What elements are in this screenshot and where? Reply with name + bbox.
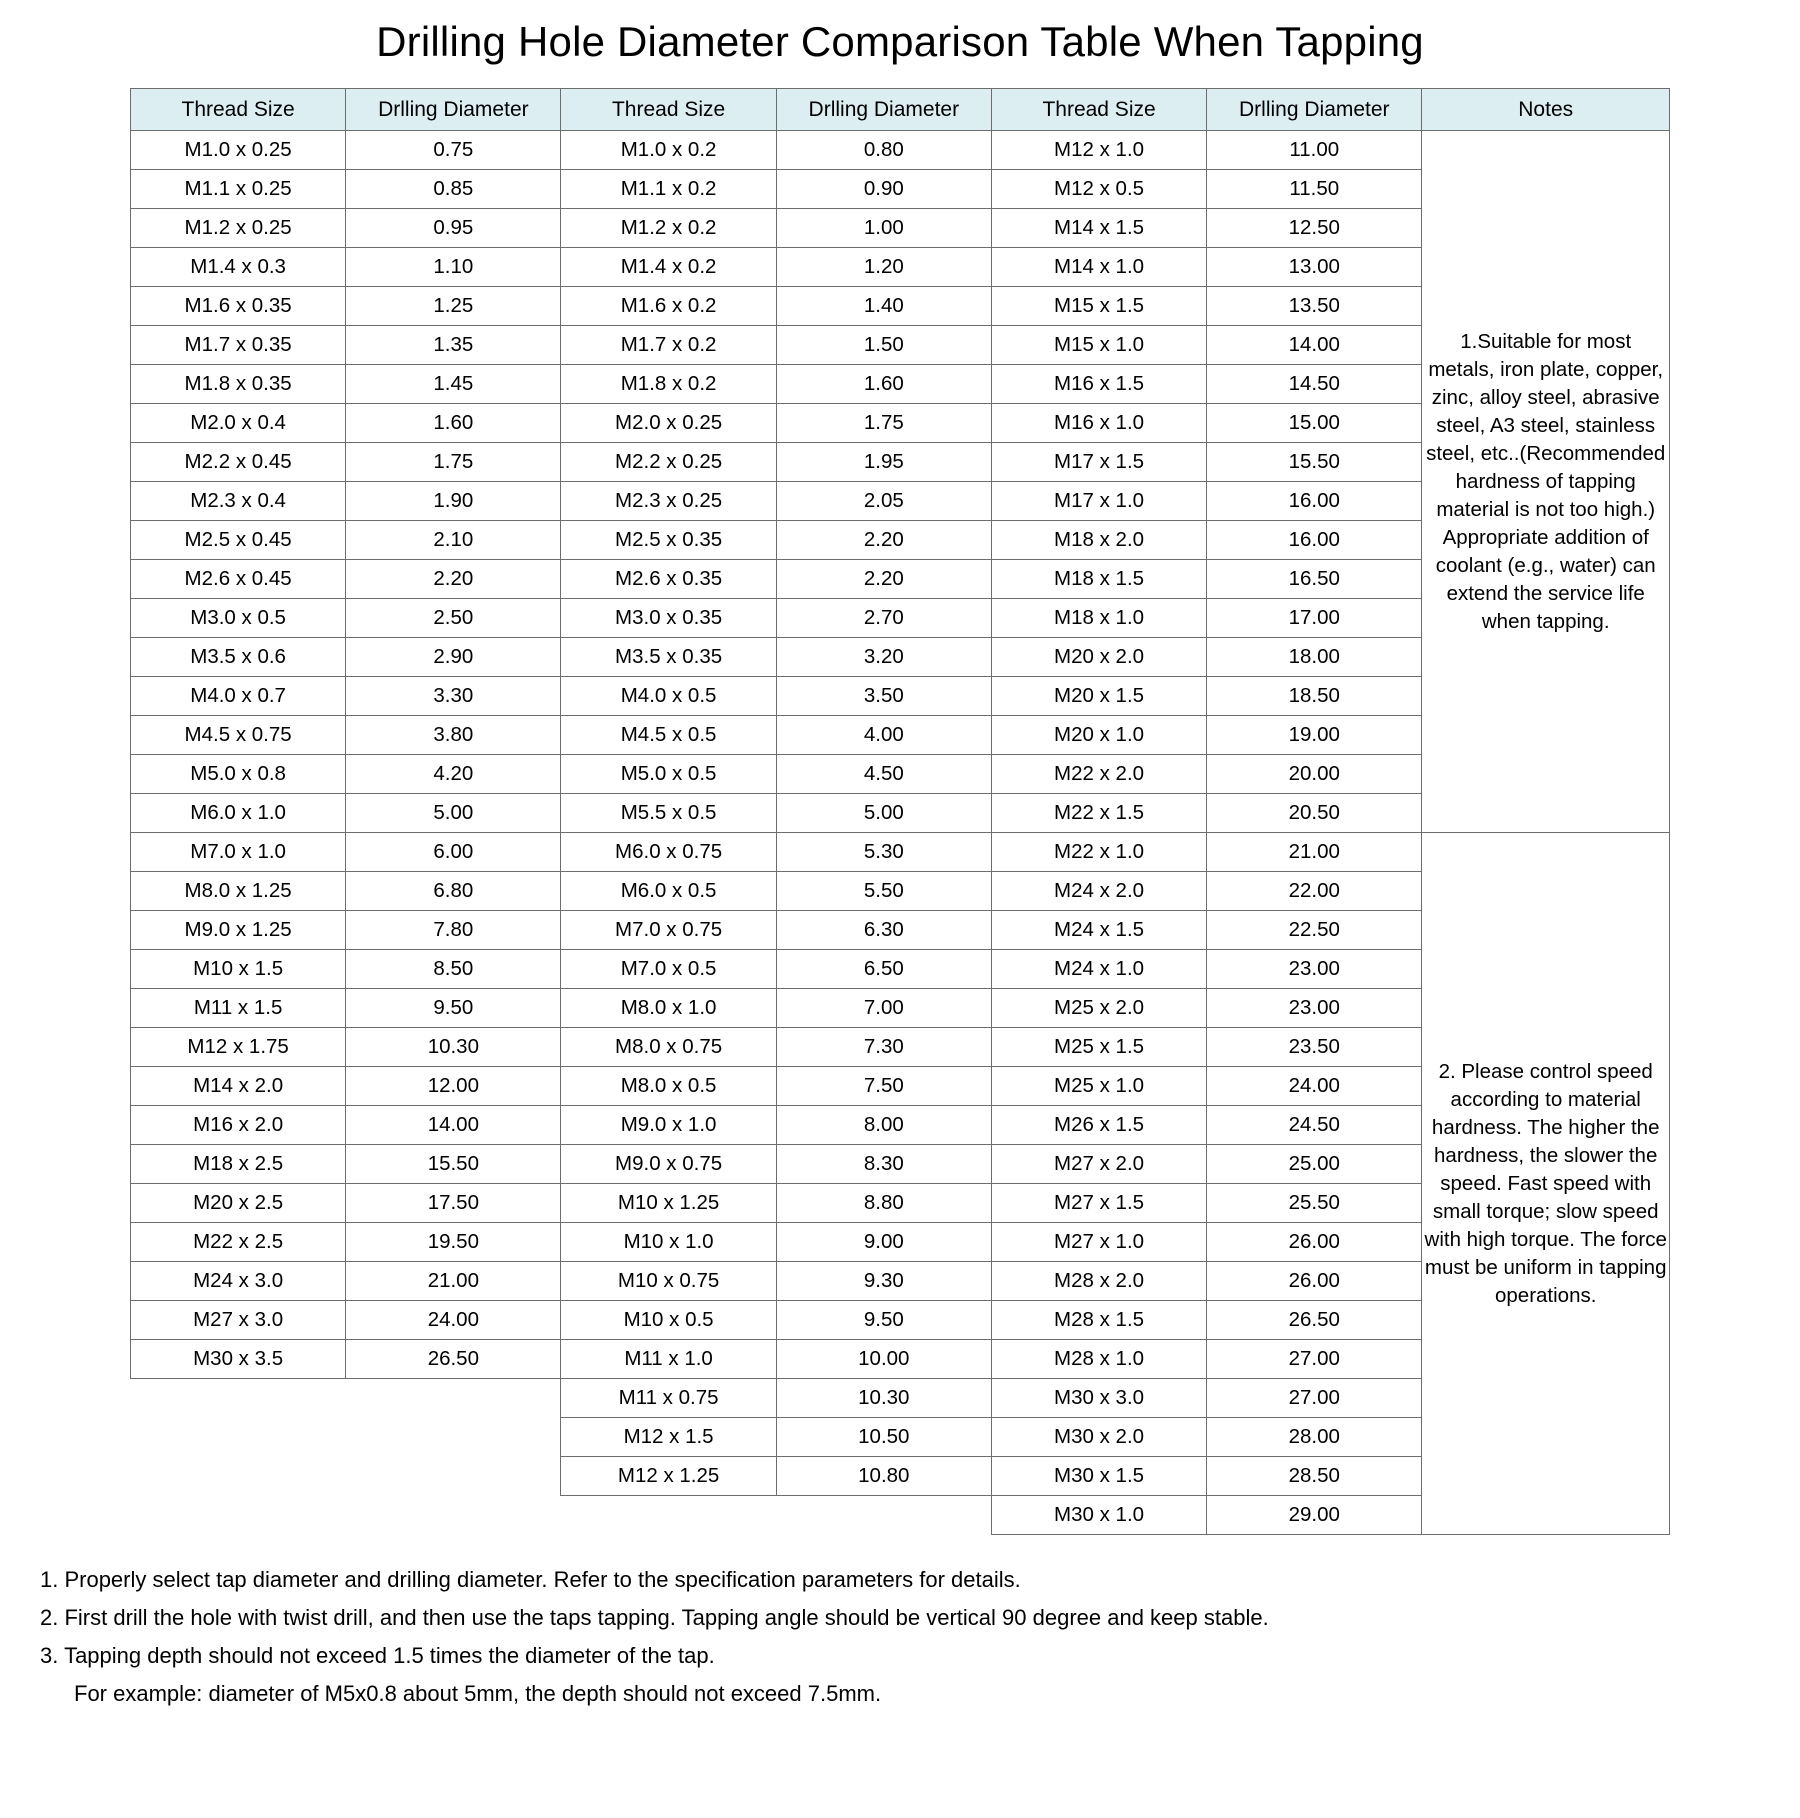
- table-row: [131, 131, 1670, 170]
- col-header-drilling-diameter-2: Drlling Diameter: [776, 89, 991, 131]
- cell-drilling-diameter: 10.30: [776, 1379, 991, 1418]
- cell-thread-size: M15 x 1.0: [991, 326, 1206, 365]
- cell-thread-size: M12 x 1.5: [561, 1418, 776, 1457]
- cell-thread-size: M14 x 2.0: [131, 1067, 346, 1106]
- cell-thread-size: M2.3 x 0.4: [131, 482, 346, 521]
- cell-drilling-diameter: 23.50: [1207, 1028, 1422, 1067]
- cell-drilling-diameter: 20.50: [1207, 794, 1422, 833]
- cell-thread-size: M1.8 x 0.35: [131, 365, 346, 404]
- page-title: Drilling Hole Diameter Comparison Table When Tapping: [376, 18, 1424, 65]
- cell-drilling-diameter: 27.00: [1207, 1340, 1422, 1379]
- cell-thread-size: M3.0 x 0.35: [561, 599, 776, 638]
- cell-drilling-diameter: 8.30: [776, 1145, 991, 1184]
- cell-drilling-diameter: 3.20: [776, 638, 991, 677]
- cell-thread-size: M1.6 x 0.35: [131, 287, 346, 326]
- cell-drilling-diameter: 24.50: [1207, 1106, 1422, 1145]
- cell-drilling-diameter: 2.20: [346, 560, 561, 599]
- cell-drilling-diameter: 14.50: [1207, 365, 1422, 404]
- cell-drilling-diameter: 3.50: [776, 677, 991, 716]
- cell-drilling-diameter: 5.00: [346, 794, 561, 833]
- cell-thread-size: M8.0 x 1.0: [561, 989, 776, 1028]
- cell-thread-size: M20 x 1.5: [991, 677, 1206, 716]
- cell-thread-size: M7.0 x 0.75: [561, 911, 776, 950]
- table-body: [131, 131, 1670, 1535]
- cell-thread-size: M1.4 x 0.2: [561, 248, 776, 287]
- cell-drilling-diameter: 1.60: [776, 365, 991, 404]
- cell-empty: [776, 1496, 991, 1535]
- cell-drilling-diameter: 19.50: [346, 1223, 561, 1262]
- cell-drilling-diameter: 9.00: [776, 1223, 991, 1262]
- cell-thread-size: M16 x 1.5: [991, 365, 1206, 404]
- cell-thread-size: M11 x 0.75: [561, 1379, 776, 1418]
- cell-drilling-diameter: 10.80: [776, 1457, 991, 1496]
- cell-drilling-diameter: 29.00: [1207, 1496, 1422, 1535]
- cell-drilling-diameter: 26.00: [1207, 1262, 1422, 1301]
- cell-thread-size: M4.0 x 0.5: [561, 677, 776, 716]
- cell-drilling-diameter: 16.00: [1207, 521, 1422, 560]
- cell-thread-size: M18 x 1.5: [991, 560, 1206, 599]
- cell-drilling-diameter: 0.95: [346, 209, 561, 248]
- cell-drilling-diameter: 7.80: [346, 911, 561, 950]
- cell-drilling-diameter: 5.50: [776, 872, 991, 911]
- cell-drilling-diameter: 26.50: [346, 1340, 561, 1379]
- cell-thread-size: M30 x 1.5: [991, 1457, 1206, 1496]
- cell-drilling-diameter: 1.00: [776, 209, 991, 248]
- cell-thread-size: M8.0 x 0.5: [561, 1067, 776, 1106]
- cell-thread-size: M30 x 2.0: [991, 1418, 1206, 1457]
- cell-drilling-diameter: 0.75: [346, 131, 561, 170]
- cell-thread-size: M12 x 1.0: [991, 131, 1206, 170]
- cell-drilling-diameter: 27.00: [1207, 1379, 1422, 1418]
- cell-thread-size: M24 x 1.5: [991, 911, 1206, 950]
- cell-thread-size: M18 x 2.5: [131, 1145, 346, 1184]
- cell-drilling-diameter: 1.50: [776, 326, 991, 365]
- table-header-row: [131, 89, 1670, 131]
- cell-thread-size: M11 x 1.0: [561, 1340, 776, 1379]
- cell-thread-size: M5.5 x 0.5: [561, 794, 776, 833]
- cell-drilling-diameter: 9.30: [776, 1262, 991, 1301]
- cell-drilling-diameter: 8.80: [776, 1184, 991, 1223]
- cell-empty: [131, 1418, 346, 1457]
- cell-drilling-diameter: 18.50: [1207, 677, 1422, 716]
- cell-drilling-diameter: 6.00: [346, 833, 561, 872]
- cell-drilling-diameter: 18.00: [1207, 638, 1422, 677]
- cell-thread-size: M2.2 x 0.25: [561, 443, 776, 482]
- cell-drilling-diameter: 2.20: [776, 560, 991, 599]
- cell-thread-size: M22 x 1.5: [991, 794, 1206, 833]
- col-header-thread-size-3: Thread Size: [991, 89, 1206, 131]
- cell-thread-size: M20 x 1.0: [991, 716, 1206, 755]
- cell-thread-size: M6.0 x 0.75: [561, 833, 776, 872]
- cell-drilling-diameter: 25.50: [1207, 1184, 1422, 1223]
- cell-thread-size: M30 x 3.0: [991, 1379, 1206, 1418]
- cell-drilling-diameter: 28.50: [1207, 1457, 1422, 1496]
- cell-thread-size: M27 x 2.0: [991, 1145, 1206, 1184]
- cell-thread-size: M14 x 1.0: [991, 248, 1206, 287]
- cell-thread-size: M16 x 2.0: [131, 1106, 346, 1145]
- cell-thread-size: M2.3 x 0.25: [561, 482, 776, 521]
- cell-empty: [346, 1457, 561, 1496]
- cell-drilling-diameter: 10.50: [776, 1418, 991, 1457]
- cell-thread-size: M1.2 x 0.25: [131, 209, 346, 248]
- cell-thread-size: M24 x 3.0: [131, 1262, 346, 1301]
- cell-drilling-diameter: 2.70: [776, 599, 991, 638]
- cell-thread-size: M18 x 2.0: [991, 521, 1206, 560]
- cell-thread-size: M2.0 x 0.25: [561, 404, 776, 443]
- cell-drilling-diameter: 5.30: [776, 833, 991, 872]
- cell-thread-size: M20 x 2.5: [131, 1184, 346, 1223]
- cell-thread-size: M12 x 1.25: [561, 1457, 776, 1496]
- cell-drilling-diameter: 4.00: [776, 716, 991, 755]
- cell-drilling-diameter: 8.50: [346, 950, 561, 989]
- cell-thread-size: M1.6 x 0.2: [561, 287, 776, 326]
- cell-thread-size: M28 x 1.0: [991, 1340, 1206, 1379]
- col-header-drilling-diameter-1: Drlling Diameter: [346, 89, 561, 131]
- cell-thread-size: M1.2 x 0.2: [561, 209, 776, 248]
- cell-thread-size: M7.0 x 0.5: [561, 950, 776, 989]
- cell-drilling-diameter: 13.00: [1207, 248, 1422, 287]
- cell-drilling-diameter: 7.00: [776, 989, 991, 1028]
- cell-thread-size: M2.2 x 0.45: [131, 443, 346, 482]
- cell-drilling-diameter: 2.50: [346, 599, 561, 638]
- cell-thread-size: M2.5 x 0.35: [561, 521, 776, 560]
- cell-drilling-diameter: 1.25: [346, 287, 561, 326]
- cell-drilling-diameter: 19.00: [1207, 716, 1422, 755]
- cell-drilling-diameter: 21.00: [346, 1262, 561, 1301]
- cell-drilling-diameter: 22.00: [1207, 872, 1422, 911]
- notes-cell-1: 1.Suitable for most metals, iron plate, copper, zinc, alloy steel, abrasive steel, A3 steel, stainless steel, etc..(Recommended hardness of tapping material is not too high.) Appropriate addition of coolant (e.g., water) can extend the service life when tapping.: [1422, 131, 1670, 833]
- cell-thread-size: M9.0 x 0.75: [561, 1145, 776, 1184]
- cell-drilling-diameter: 21.00: [1207, 833, 1422, 872]
- table-container: [0, 88, 1800, 1535]
- cell-drilling-diameter: 24.00: [1207, 1067, 1422, 1106]
- cell-drilling-diameter: 1.75: [776, 404, 991, 443]
- cell-thread-size: M1.7 x 0.35: [131, 326, 346, 365]
- cell-drilling-diameter: 6.50: [776, 950, 991, 989]
- cell-drilling-diameter: 5.00: [776, 794, 991, 833]
- cell-thread-size: M5.0 x 0.8: [131, 755, 346, 794]
- cell-thread-size: M16 x 1.0: [991, 404, 1206, 443]
- cell-thread-size: M10 x 1.5: [131, 950, 346, 989]
- cell-drilling-diameter: 25.00: [1207, 1145, 1422, 1184]
- cell-thread-size: M27 x 3.0: [131, 1301, 346, 1340]
- cell-drilling-diameter: 6.30: [776, 911, 991, 950]
- cell-drilling-diameter: 15.00: [1207, 404, 1422, 443]
- cell-drilling-diameter: 28.00: [1207, 1418, 1422, 1457]
- cell-empty: [346, 1496, 561, 1535]
- cell-thread-size: M1.0 x 0.25: [131, 131, 346, 170]
- cell-thread-size: M26 x 1.5: [991, 1106, 1206, 1145]
- cell-drilling-diameter: 11.50: [1207, 170, 1422, 209]
- cell-thread-size: M4.5 x 0.5: [561, 716, 776, 755]
- footnote-2: 2. First drill the hole with twist drill, and then use the taps tapping. Tapping angle should be vertical 90 degree and keep stable.: [40, 1605, 1269, 1630]
- cell-thread-size: M17 x 1.5: [991, 443, 1206, 482]
- cell-thread-size: M8.0 x 1.25: [131, 872, 346, 911]
- cell-drilling-diameter: 15.50: [346, 1145, 561, 1184]
- cell-thread-size: M5.0 x 0.5: [561, 755, 776, 794]
- cell-drilling-diameter: 14.00: [346, 1106, 561, 1145]
- cell-drilling-diameter: 7.30: [776, 1028, 991, 1067]
- cell-drilling-diameter: 1.60: [346, 404, 561, 443]
- document-page: [0, 18, 1800, 1818]
- cell-drilling-diameter: 2.10: [346, 521, 561, 560]
- cell-drilling-diameter: 26.00: [1207, 1223, 1422, 1262]
- cell-drilling-diameter: 1.90: [346, 482, 561, 521]
- cell-drilling-diameter: 9.50: [776, 1301, 991, 1340]
- cell-thread-size: M2.0 x 0.4: [131, 404, 346, 443]
- cell-drilling-diameter: 17.50: [346, 1184, 561, 1223]
- cell-drilling-diameter: 23.00: [1207, 950, 1422, 989]
- col-header-thread-size-2: Thread Size: [561, 89, 776, 131]
- cell-drilling-diameter: 11.00: [1207, 131, 1422, 170]
- cell-drilling-diameter: 1.75: [346, 443, 561, 482]
- cell-thread-size: M24 x 1.0: [991, 950, 1206, 989]
- cell-drilling-diameter: 24.00: [346, 1301, 561, 1340]
- cell-drilling-diameter: 0.85: [346, 170, 561, 209]
- cell-thread-size: M9.0 x 1.25: [131, 911, 346, 950]
- cell-thread-size: M9.0 x 1.0: [561, 1106, 776, 1145]
- cell-drilling-diameter: 14.00: [1207, 326, 1422, 365]
- cell-drilling-diameter: 13.50: [1207, 287, 1422, 326]
- footnote-3-example: For example: diameter of M5x0.8 about 5mm, the depth should not exceed 7.5mm.: [74, 1681, 882, 1706]
- cell-thread-size: M7.0 x 1.0: [131, 833, 346, 872]
- cell-drilling-diameter: 17.00: [1207, 599, 1422, 638]
- footnote-3: 3. Tapping depth should not exceed 1.5 times the diameter of the tap.: [40, 1643, 715, 1668]
- cell-thread-size: M22 x 2.0: [991, 755, 1206, 794]
- cell-thread-size: M22 x 1.0: [991, 833, 1206, 872]
- cell-drilling-diameter: 16.00: [1207, 482, 1422, 521]
- cell-drilling-diameter: 20.00: [1207, 755, 1422, 794]
- cell-empty: [346, 1379, 561, 1418]
- cell-thread-size: M14 x 1.5: [991, 209, 1206, 248]
- table-row: [131, 833, 1670, 872]
- cell-drilling-diameter: 15.50: [1207, 443, 1422, 482]
- cell-thread-size: M10 x 0.5: [561, 1301, 776, 1340]
- cell-drilling-diameter: 10.30: [346, 1028, 561, 1067]
- cell-thread-size: M10 x 1.0: [561, 1223, 776, 1262]
- cell-drilling-diameter: 1.40: [776, 287, 991, 326]
- cell-thread-size: M22 x 2.5: [131, 1223, 346, 1262]
- cell-drilling-diameter: 12.00: [346, 1067, 561, 1106]
- cell-thread-size: M27 x 1.5: [991, 1184, 1206, 1223]
- drilling-diameter-table: [130, 88, 1670, 1535]
- cell-thread-size: M27 x 1.0: [991, 1223, 1206, 1262]
- cell-thread-size: M3.5 x 0.35: [561, 638, 776, 677]
- cell-thread-size: M1.7 x 0.2: [561, 326, 776, 365]
- cell-drilling-diameter: 7.50: [776, 1067, 991, 1106]
- cell-thread-size: M4.0 x 0.7: [131, 677, 346, 716]
- cell-drilling-diameter: 1.20: [776, 248, 991, 287]
- cell-thread-size: M25 x 2.0: [991, 989, 1206, 1028]
- cell-thread-size: M28 x 2.0: [991, 1262, 1206, 1301]
- table-head: [131, 89, 1670, 131]
- cell-thread-size: M8.0 x 0.75: [561, 1028, 776, 1067]
- cell-thread-size: M1.0 x 0.2: [561, 131, 776, 170]
- cell-drilling-diameter: 22.50: [1207, 911, 1422, 950]
- cell-thread-size: M2.5 x 0.45: [131, 521, 346, 560]
- cell-thread-size: M6.0 x 0.5: [561, 872, 776, 911]
- cell-drilling-diameter: 3.30: [346, 677, 561, 716]
- cell-empty: [131, 1457, 346, 1496]
- cell-drilling-diameter: 2.90: [346, 638, 561, 677]
- cell-drilling-diameter: 2.05: [776, 482, 991, 521]
- cell-thread-size: M17 x 1.0: [991, 482, 1206, 521]
- cell-thread-size: M15 x 1.5: [991, 287, 1206, 326]
- cell-drilling-diameter: 10.00: [776, 1340, 991, 1379]
- cell-thread-size: M2.6 x 0.45: [131, 560, 346, 599]
- cell-thread-size: M1.4 x 0.3: [131, 248, 346, 287]
- cell-thread-size: M3.0 x 0.5: [131, 599, 346, 638]
- cell-empty: [346, 1418, 561, 1457]
- cell-drilling-diameter: 4.20: [346, 755, 561, 794]
- cell-drilling-diameter: 1.10: [346, 248, 561, 287]
- cell-drilling-diameter: 0.80: [776, 131, 991, 170]
- cell-thread-size: M10 x 0.75: [561, 1262, 776, 1301]
- cell-drilling-diameter: 1.45: [346, 365, 561, 404]
- cell-drilling-diameter: 6.80: [346, 872, 561, 911]
- cell-thread-size: M24 x 2.0: [991, 872, 1206, 911]
- cell-thread-size: M6.0 x 1.0: [131, 794, 346, 833]
- cell-thread-size: M30 x 3.5: [131, 1340, 346, 1379]
- cell-drilling-diameter: 12.50: [1207, 209, 1422, 248]
- cell-thread-size: M12 x 1.75: [131, 1028, 346, 1067]
- cell-empty: [131, 1496, 346, 1535]
- cell-drilling-diameter: 1.95: [776, 443, 991, 482]
- cell-drilling-diameter: 9.50: [346, 989, 561, 1028]
- cell-drilling-diameter: 0.90: [776, 170, 991, 209]
- cell-thread-size: M28 x 1.5: [991, 1301, 1206, 1340]
- cell-thread-size: M1.1 x 0.2: [561, 170, 776, 209]
- cell-drilling-diameter: 16.50: [1207, 560, 1422, 599]
- cell-thread-size: M20 x 2.0: [991, 638, 1206, 677]
- col-header-drilling-diameter-3: Drlling Diameter: [1207, 89, 1422, 131]
- cell-thread-size: M30 x 1.0: [991, 1496, 1206, 1535]
- cell-thread-size: M2.6 x 0.35: [561, 560, 776, 599]
- cell-empty: [131, 1379, 346, 1418]
- notes-cell-2: 2. Please control speed according to material hardness. The higher the hardness, the slower the speed. Fast speed with small torque; slow speed with high torque. The force must be uniform in tapping operations.: [1422, 833, 1670, 1535]
- cell-thread-size: M10 x 1.25: [561, 1184, 776, 1223]
- cell-thread-size: M11 x 1.5: [131, 989, 346, 1028]
- cell-thread-size: M18 x 1.0: [991, 599, 1206, 638]
- cell-empty: [561, 1496, 776, 1535]
- cell-drilling-diameter: 23.00: [1207, 989, 1422, 1028]
- cell-thread-size: M1.1 x 0.25: [131, 170, 346, 209]
- cell-drilling-diameter: 2.20: [776, 521, 991, 560]
- cell-drilling-diameter: 1.35: [346, 326, 561, 365]
- footnotes: [0, 1535, 1800, 1713]
- cell-thread-size: M1.8 x 0.2: [561, 365, 776, 404]
- cell-drilling-diameter: 4.50: [776, 755, 991, 794]
- cell-thread-size: M12 x 0.5: [991, 170, 1206, 209]
- col-header-notes: Notes: [1422, 89, 1670, 131]
- col-header-thread-size-1: Thread Size: [131, 89, 346, 131]
- cell-thread-size: M25 x 1.0: [991, 1067, 1206, 1106]
- cell-thread-size: M25 x 1.5: [991, 1028, 1206, 1067]
- cell-drilling-diameter: 26.50: [1207, 1301, 1422, 1340]
- cell-drilling-diameter: 3.80: [346, 716, 561, 755]
- footnote-1: 1. Properly select tap diameter and drilling diameter. Refer to the specification parameters for details.: [40, 1567, 1021, 1592]
- cell-thread-size: M3.5 x 0.6: [131, 638, 346, 677]
- cell-thread-size: M4.5 x 0.75: [131, 716, 346, 755]
- cell-drilling-diameter: 8.00: [776, 1106, 991, 1145]
